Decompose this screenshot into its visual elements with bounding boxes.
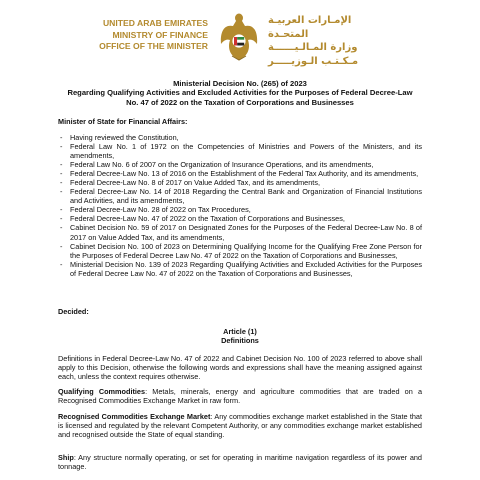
article-title: Definitions: [221, 336, 259, 346]
decided-heading: Decided:: [58, 307, 89, 316]
definition-text: : Any structure normally operating, or set for operating in maritime navigation regardless of its power and tonnage.: [58, 453, 422, 472]
letterhead-arabic: [268, 14, 386, 68]
definition-text: : Any commodities exchange market established in the State that is licensed and regulated by the relevant Competent Authority, or any commodities exchange market established and recognised outside the State of equal standing.: [58, 412, 423, 440]
list-item: - Federal Decree-Law No. 13 of 2016 on the Establishment of the Federal Tax Authority, and its amendments,: [60, 169, 419, 179]
list-item: - Federal Law No. 1 of 1972 on the Competencies of Ministries and Powers of the Ministers, and its amendments,: [60, 142, 422, 161]
article-heading: [40, 327, 440, 345]
letterhead-arabic-office: مـكـتـب الـوزيـــــر: [268, 55, 359, 67]
definition-term: Qualifying Commodities: [58, 387, 146, 396]
list-item: - Federal Decree-Law No. 28 of 2022 on Tax Procedures,: [60, 205, 251, 215]
decision-number: Ministerial Decision No. (265) of 2023: [173, 79, 307, 88]
definition-text: : Metals, minerals, energy and agriculture commodities that are traded on a Recognised Commodities Exchange Market in raw form.: [58, 387, 423, 406]
decision-title: [40, 79, 440, 107]
definition-qualifying-commodities: [58, 387, 422, 405]
decision-subject-line-2: No. 47 of 2022 on the Taxation of Corporations and Businesses: [126, 97, 354, 107]
definition-ship: [58, 453, 422, 471]
list-item: - Federal Decree-Law No. 14 of 2018 Regarding the Central Bank and Organization of Financial Institutions and Activities, and its amendments,: [60, 187, 422, 206]
letterhead-english: [98, 18, 208, 53]
uae-falcon-emblem-icon: [219, 10, 259, 62]
list-item: - Ministerial Decision No. 139 of 2023 Regarding Qualifying Activities and Excluded Activities for the Purposes of Federal Decree Law No. 47 of 2022 on the Taxation of Corporations and Businesses,: [60, 259, 422, 278]
letterhead-office: OFFICE OF THE MINISTER: [99, 41, 208, 51]
list-item: - Cabinet Decision No. 100 of 2023 on Determining Qualifying Income for the Qualifying Free Zone Person for the Purposes of Federal Decree Law No. 47 of 2022 on the Taxation of Corporations and Businesses,: [60, 241, 422, 260]
letterhead-ministry: MINISTRY OF FINANCE: [112, 29, 208, 40]
decision-subject-line-1: Regarding Qualifying Activities and Excluded Activities for the Purposes of Federal Decree-Law: [67, 88, 413, 98]
list-item: - Cabinet Decision No. 59 of 2017 on Designated Zones for the Purposes of the Federal Decree-Law No. 8 of 2017 on Value Added Tax, and its amendments,: [60, 223, 422, 242]
list-item: - Federal Decree-Law No. 8 of 2017 on Value Added Tax, and its amendments,: [60, 178, 321, 188]
letterhead-arabic-ministry: وزارة المـالـيــــــة: [268, 42, 358, 53]
letterhead-country: UNITED ARAB EMIRATES: [102, 18, 208, 28]
letterhead-arabic-country: الإمـارات العربيـة المتحـدة: [268, 15, 352, 40]
definitions-intro: Definitions in Federal Decree-Law No. 47 of 2022 and Cabinet Decision No. 100 of 2023 referred to above shall apply to this Decision, otherwise the following words and expressions shall have the meaning assigned against each, unless the context requires otherwise.: [58, 354, 422, 382]
list-item: - Federal Decree-Law No. 47 of 2022 on the Taxation of Corporations and Businesses,: [60, 214, 345, 224]
letterhead: [0, 0, 480, 70]
list-item: - Federal Law No. 6 of 2007 on the Organization of Insurance Operations, and its amendments,: [60, 160, 374, 170]
definition-recognised-exchange: [58, 412, 422, 439]
list-item: - Having reviewed the Constitution,: [60, 133, 179, 142]
definition-term: Recognised Commodities Exchange Market: [58, 412, 211, 421]
definition-term: Ship: [58, 453, 74, 462]
article-number: Article (1): [223, 327, 257, 336]
preamble-list: [60, 133, 422, 278]
minister-heading: Minister of State for Financial Affairs:: [58, 117, 188, 126]
